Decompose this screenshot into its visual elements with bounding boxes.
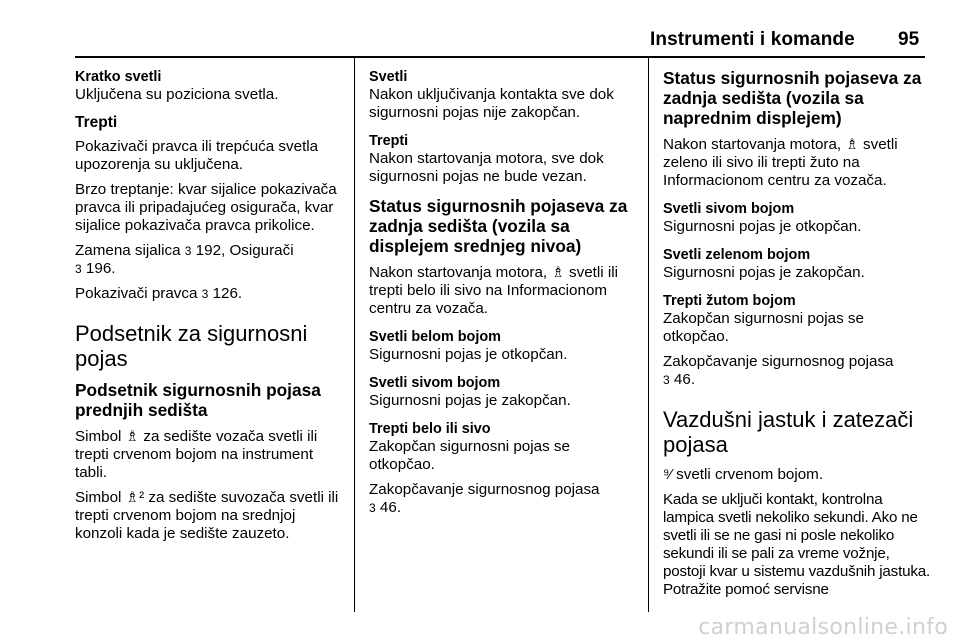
watermark: carmanualsonline.info: [698, 615, 948, 640]
pokazivaci-label: Pokazivači pravca: [75, 285, 198, 302]
zamena-ref-2[interactable]: 196.: [85, 260, 116, 277]
nakon-label: Nakon startovanja motora,: [369, 264, 548, 281]
page-number: 95: [898, 29, 920, 50]
header-rule: [75, 56, 925, 58]
text-nakon-startovanja: [663, 136, 931, 190]
heading-trepti-belo-sivo: Trepti belo ili sivo: [369, 421, 491, 437]
simbol2-text: za sedište suvozača svetli ili trepti crvenom bojom na srednjoj konzoli kada je sedište zauzeto.: [75, 489, 339, 542]
airbag-icon: ⁹⁄: [663, 466, 672, 483]
text-pokazivaci: [75, 285, 343, 303]
page-ref-icon: 3: [184, 244, 192, 258]
page-ref-icon: 3: [201, 287, 209, 301]
simbol2-label: Simbol: [75, 489, 122, 506]
seatbelt-icon: ♗: [845, 136, 859, 153]
text-trepti-zutom: Zakopčan sigurnosni pojas se otkopčao.: [663, 310, 864, 345]
heading-svetli-zelenom: Svetli zelenom bojom: [663, 247, 811, 263]
text-svetli-sivom: Sigurnosni pojas je zakopčan.: [369, 392, 571, 409]
heading-svetli-sivom: Svetli sivom bojom: [663, 201, 795, 217]
zakopcavanje-label: Zakopčavanje sigurnosnog pojasa: [369, 481, 600, 498]
nakon-text: svetli zeleno ili sivo ili trepti žuto na Informacionom centru za vozača.: [663, 136, 898, 189]
column-divider-2: [648, 58, 649, 612]
zakopcavanje-ref[interactable]: 46.: [379, 499, 402, 516]
simbol-text: za sedište vozača svetli ili trepti crvenom bojom na instrument tabli.: [75, 428, 318, 481]
zakopcavanje-ref[interactable]: 46.: [673, 371, 696, 388]
heading-svetli-belom: Svetli belom bojom: [369, 329, 501, 345]
text-kratko-svetli: Uključena su poziciona svetla.: [75, 86, 279, 103]
heading-svetli-sivom: Svetli sivom bojom: [369, 375, 501, 391]
page-ref-icon: 3: [75, 262, 82, 276]
text-trepti-2: Brzo treptanje: kvar sijalice pokazivača pravca ili pripadajućeg osigurača, kvar sijalice pokazivača pravca prikolice.: [75, 181, 337, 234]
text-zakopcavanje: [663, 353, 931, 389]
zamena-ref[interactable]: 192, Osigurači: [195, 242, 294, 259]
text-trepti-1: Pokazivači pravca ili trepćuća svetla upozorenja su uključena.: [75, 138, 319, 173]
text-airbag-svetli: [663, 466, 931, 484]
simbol-label: Simbol: [75, 428, 122, 445]
seatbelt-icon: ♗: [551, 264, 565, 281]
section-title-podsetnik: Podsetnik za sigurnosni pojas: [75, 321, 308, 371]
heading-svetli: Svetli: [369, 69, 408, 85]
text-svetli: Nakon uključivanja kontakta sve dok sigurnosni pojas nije zakopčan.: [369, 86, 614, 121]
pokazivaci-ref[interactable]: 126.: [212, 285, 243, 302]
text-nakon-startovanja: [369, 264, 637, 318]
column-divider-1: [354, 58, 355, 612]
heading-kratko-svetli: Kratko svetli: [75, 69, 162, 85]
text-kada-se-ukljuci: Kada se uključi kontakt, kontrolna lampica svetli nekoliko sekundi. Ako ne svetli ili se ne gasi ni posle nekoliko sekundi ili se pali za vreme vožnje, postoji kvar u sistemu vazdušnih jastuka. Potražite pomoć servisne: [663, 491, 930, 598]
text-svetli-belom: Sigurnosni pojas je otkopčan.: [369, 346, 568, 363]
section-title-vazdusni-jastuk: Vazdušni jastuk i zatezači pojasa: [663, 407, 914, 457]
text-simbol-suvozac: [75, 489, 343, 543]
heading-trepti: Trepti: [75, 114, 118, 131]
column-2: [369, 68, 637, 524]
text-zamena-sijalica: [75, 242, 343, 278]
text-zakopcavanje: [369, 481, 637, 517]
seatbelt-icon: ♗: [125, 428, 140, 445]
page-ref-icon: 3: [663, 373, 670, 387]
page-ref-icon: 3: [369, 501, 376, 515]
subsection-title-status-srednji: Status sigurnosnih pojaseva za zadnja sedišta (vozila sa displejem srednjeg nivoa): [369, 196, 628, 256]
text-svetli-zelenom: Sigurnosni pojas je zakopčan.: [663, 264, 865, 281]
text-svetli-sivom: Sigurnosni pojas je otkopčan.: [663, 218, 862, 235]
heading-trepti: Trepti: [369, 133, 409, 149]
text-trepti: Nakon startovanja motora, sve dok sigurnosni pojas ne bude vezan.: [369, 150, 604, 185]
column-1: [75, 68, 343, 550]
page-header-title: Instrumenti i komande: [650, 29, 855, 50]
text-simbol-vozac: [75, 428, 343, 482]
passenger-seatbelt-icon: ♗²: [125, 489, 145, 506]
zamena-label: Zamena sijalica: [75, 242, 181, 259]
subsection-title-status-napredni: Status sigurnosnih pojaseva za zadnja sedišta (vozila sa naprednim displejem): [663, 68, 922, 128]
nakon-text: svetli ili trepti belo ili sivo na Informacionom centru za vozača.: [369, 264, 618, 317]
heading-trepti-zutom: Trepti žutom bojom: [663, 293, 796, 309]
column-3: [663, 68, 931, 606]
airbag-svetli-text: svetli crvenom bojom.: [676, 466, 824, 483]
zakopcavanje-label: Zakopčavanje sigurnosnog pojasa: [663, 353, 894, 370]
text-trepti-belo-sivo: Zakopčan sigurnosni pojas se otkopčao.: [369, 438, 570, 473]
subsection-title-prednji: Podsetnik sigurnosnih pojasa prednjih sedišta: [75, 380, 321, 420]
nakon-label: Nakon startovanja motora,: [663, 136, 842, 153]
